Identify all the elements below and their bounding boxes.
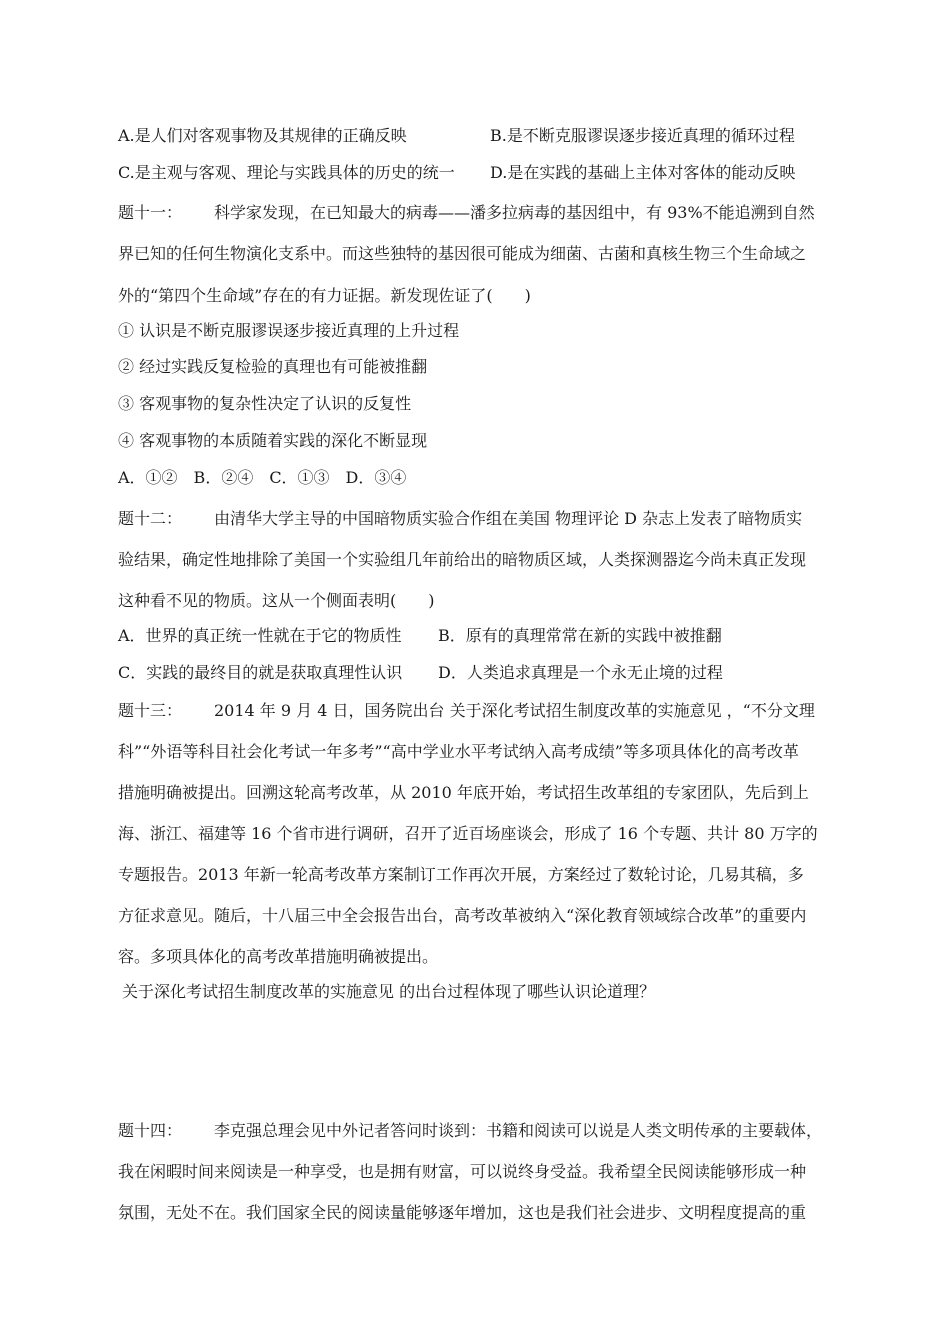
q13-question: 关于深化考试招生制度改革的实施意见 的出台过程体现了哪些认识论道理？: [122, 982, 656, 1001]
q13-label: 题十三：: [118, 701, 183, 720]
q10-options-row-2: [118, 162, 838, 184]
q12-text-1: 由清华大学主导的中国暗物质实验合作组在美国 物理评论 D 杂志上发表了暗物质实: [214, 509, 803, 528]
q11-item-3: ③ 客观事物的复杂性决定了认识的反复性: [118, 394, 412, 413]
q12-label: 题十二：: [118, 509, 183, 528]
q12-option-a: A．世界的真正统一性就在于它的物质性: [118, 626, 402, 645]
q11-label: 题十一：: [118, 203, 183, 222]
q13-text-1: 2014 年 9 月 4 日，国务院出台 关于深化考试招生制度改革的实施意见 ，“不分文理: [214, 701, 815, 720]
q11-item-1: ① 认识是不断克服谬误逐步接近真理的上升过程: [118, 321, 460, 340]
q13-line-5: 专题报告。2013 年新一轮高考改革方案制订工作再次开展，方案经过了数轮讨论，几易其稿，多: [118, 865, 804, 884]
q11-item-4: ④ 客观事物的本质随着实践的深化不断显现: [118, 431, 428, 450]
q10-option-b: B.是不断克服谬误逐步接近真理的循环过程: [490, 126, 795, 145]
q14-line-1: [118, 1120, 838, 1142]
q12-option-c: C．实践的最终目的就是获取真理性认识: [118, 663, 403, 682]
q11-text-1: 科学家发现，在已知最大的病毒——潘多拉病毒的基因组中，有 93%不能追溯到自然: [214, 203, 815, 222]
q13-line-1: [118, 700, 838, 722]
q14-line-2: 我在闲暇时间来阅读是一种享受，也是拥有财富，可以说终身受益。我希望全民阅读能够形成一种: [118, 1162, 807, 1181]
q12-line-3: 这种看不见的物质。这从一个侧面表明( ): [118, 591, 435, 610]
q11-line-2: 界已知的任何生物演化支系中。而这些独特的基因很可能成为细菌、古菌和真核生物三个生命域之: [118, 244, 807, 263]
q13-line-2: 科”“外语等科目社会化考试一年多考”“高中学业水平考试纳入高考成绩”等多项具体化的高考改革: [118, 742, 799, 761]
q11-line-3: 外的“第四个生命域”存在的有力证据。新发现佐证了( ): [118, 286, 531, 305]
q12-options-row-2: [118, 662, 838, 684]
q10-option-c: C.是主观与客观、理论与实践具体的历史的统一: [118, 163, 455, 182]
q11-item-2: ② 经过实践反复检验的真理也有可能被推翻: [118, 357, 428, 376]
q12-line-1: [118, 508, 838, 530]
q10-option-a: A.是人们对客观事物及其规律的正确反映: [118, 126, 407, 145]
q13-line-7: 容。多项具体化的高考改革措施明确被提出。: [118, 947, 439, 966]
q12-option-d: D．人类追求真理是一个永无止境的过程: [438, 663, 723, 682]
q13-line-6: 方征求意见。随后，十八届三中全会报告出台，高考改革被纳入“深化教育领域综合改革”的重要内: [118, 906, 807, 925]
q13-line-4: 海、浙江、福建等 16 个省市进行调研，召开了近百场座谈会，形成了 16 个专题、共计 80 万字的: [118, 824, 818, 843]
q12-options-row-1: [118, 625, 838, 647]
q12-line-2: 验结果，确定性地排除了美国一个实验组几年前给出的暗物质区域，人类探测器迄今尚未真正发现: [118, 550, 807, 569]
q13-line-3: 措施明确被提出。回溯这轮高考改革，从 2010 年底开始，考试招生改革组的专家团队，先后到上: [118, 783, 809, 802]
q10-option-d: D.是在实践的基础上主体对客体的能动反映: [490, 163, 796, 182]
q12-option-b: B．原有的真理常常在新的实践中被推翻: [438, 626, 722, 645]
q14-text-1: 李克强总理会见中外记者答问时谈到：书籍和阅读可以说是人类文明传承的主要载体，: [214, 1121, 823, 1140]
q14-line-3: 氛围，无处不在。我们国家全民的阅读量能够逐年增加，这也是我们社会进步、文明程度提高的重: [118, 1203, 807, 1222]
q10-options-row-1: [118, 125, 838, 147]
q11-line-1: [118, 202, 838, 224]
q14-label: 题十四：: [118, 1121, 183, 1140]
q11-options: A．①② B．②④ C．①③ D．③④: [118, 468, 407, 487]
